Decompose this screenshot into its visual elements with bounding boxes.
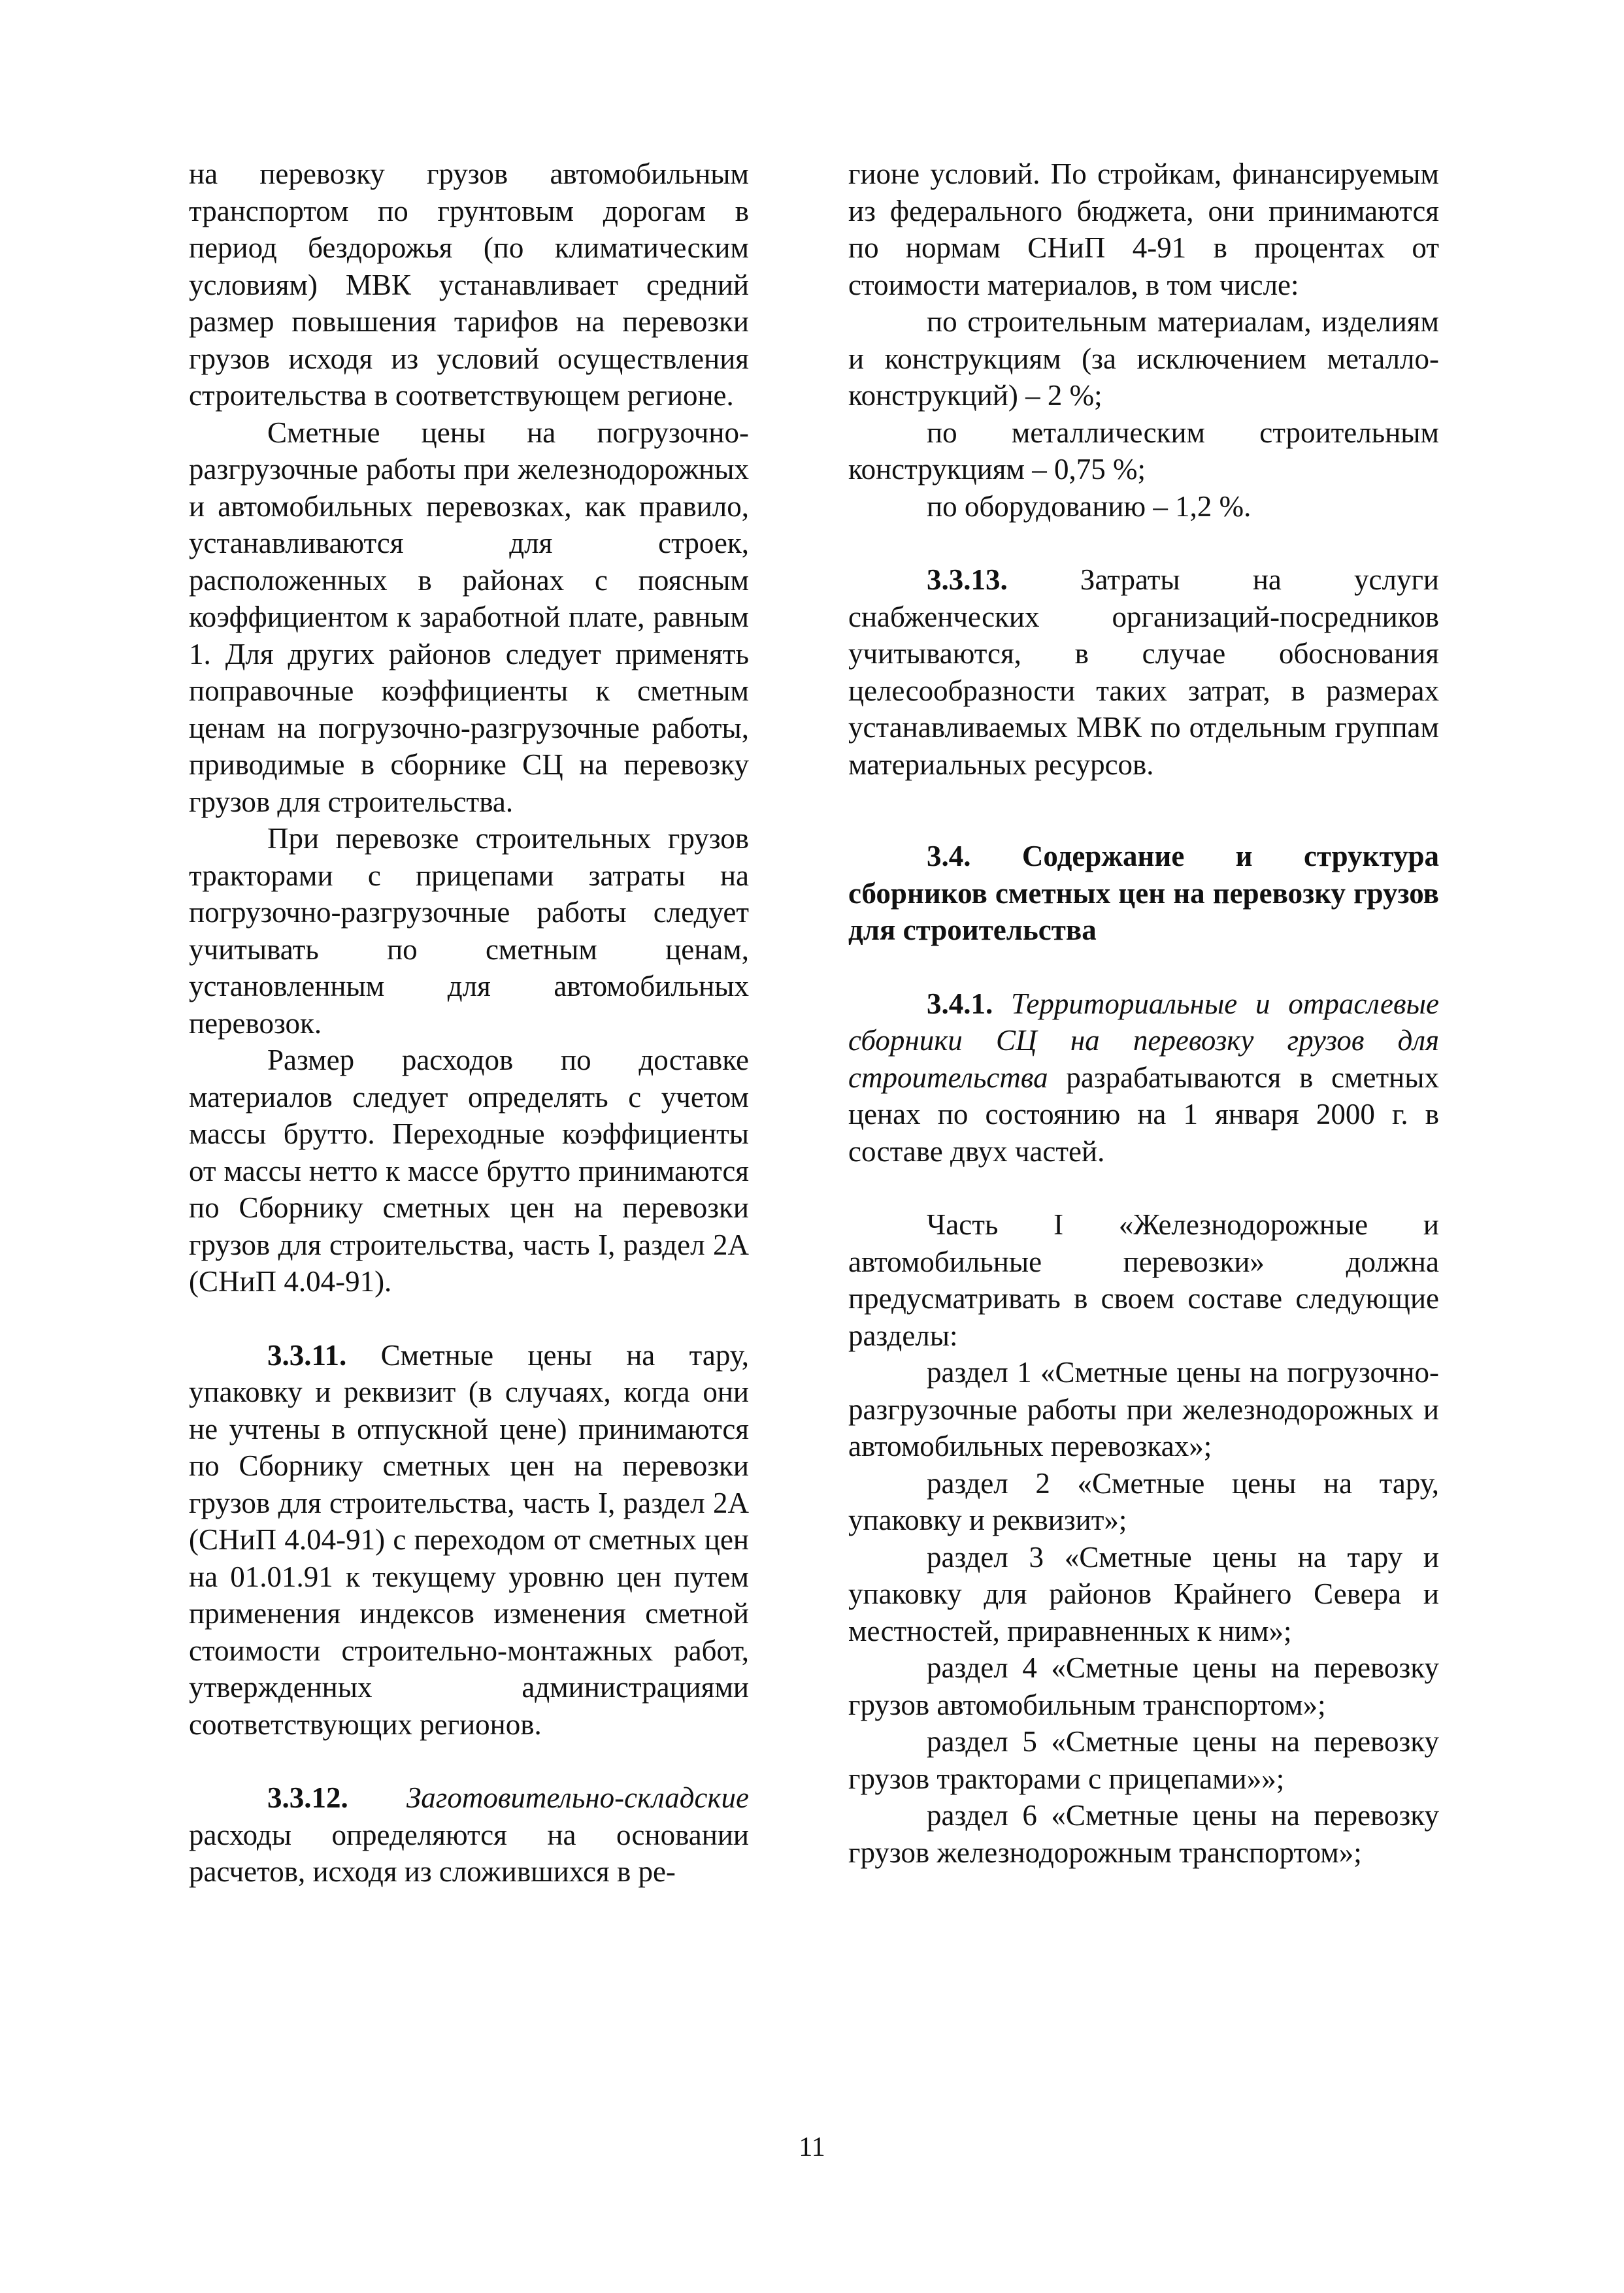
paragraph: Сметные цены на погрузочно-разгрузочные работы при железнодорожных и автомобильных перевозках, как правило, устанавливаются для строек, расположенных в районах с поясным коэффициентом к заработной плате, равным 1. Для других районов следует применять поправочные коэффициенты к сметным ценам на погрузочно-разгрузочные работы, приводимые в сборнике СЦ на перевозку грузов для строительства.: [189, 416, 749, 818]
left-column: [189, 156, 749, 1890]
paragraph-3-3-12: [189, 1779, 749, 1890]
clause-text: расходы определяются на основании расчетов, исходя из сложившихся в ре-: [189, 1818, 749, 1888]
clause-term: Территориальные и отраслевые сборники СЦ на перевозку грузов для строительства: [848, 987, 1439, 1094]
clause-number: 3.3.12.: [267, 1781, 348, 1814]
clause-text: Затраты на услуги снабженческих организаций-посредников учитываются, в случае обоснования целесообразности таких затрат, в размерах устанавливаемых МВК по отдельным группам материальных ресурсов.: [848, 563, 1439, 781]
paragraph: на перевозку грузов автомобильным транспортом по грунтовым дорогам в период бездорожья (по климатическим условиям) МВК устанавливает средний размер повышения тарифов на перевозки грузов исходя из условий осуществления строительства в соответствующем регионе.: [189, 157, 749, 412]
clause-number: 3.3.13.: [927, 563, 1008, 596]
list-item: по оборудованию – 1,2 %.: [927, 489, 1251, 523]
list-item: раздел 1 «Сметные цены на погрузочно-разгрузочные работы при железнодорожных и автомобильных перевозках»;: [848, 1356, 1439, 1462]
list-item: раздел 4 «Сметные цены на перевозку грузов автомобильным транспортом»;: [848, 1651, 1439, 1721]
clause-term: Заготовительно-складские: [348, 1781, 749, 1814]
paragraph: Часть I «Железнодорожные и автомобильные перевозки» должна предусматривать в своем составе следующие разделы:: [848, 1208, 1439, 1352]
clause-text: Сметные цены на тару, упаковку и реквизит (в случаях, когда они не учтены в отпускной цене) принимаются по Сборнику сметных цен на перевозки грузов для строительства, часть I, раздел 2А (СНиП 4.04-91) с переходом от сметных цен на 01.01.91 к текущему уровню цен путем применения индексов изменения сметной стоимости строительно-монтажных работ, утвержденных администрациями соответствующих регионов.: [189, 1338, 749, 1741]
paragraph-3-3-11: [189, 1337, 749, 1743]
clause-text: разрабатываются в сметных ценах по состоянию на 1 января 2000 г. в составе двух частей.: [848, 1061, 1439, 1168]
paragraph-3-4-1: [848, 985, 1439, 1170]
clause-number: 3.3.11.: [267, 1338, 347, 1372]
list-item: раздел 5 «Сметные цены на перевозку грузов тракторами с прицепами»»;: [848, 1725, 1439, 1795]
list-item: по строительным материалам, изделиям и конструкциям (за исключением металло-конструкций) – 2 %;: [848, 305, 1439, 412]
paragraph-3-3-13: [848, 561, 1439, 783]
list-item: по металлическим строительным конструкциям – 0,75 %;: [848, 416, 1439, 486]
clause-number: 3.4.1.: [927, 987, 993, 1020]
list-item: раздел 6 «Сметные цены на перевозку грузов железнодорожным транспортом»;: [848, 1799, 1439, 1869]
right-column: [848, 156, 1439, 1871]
page-number: 11: [799, 2132, 825, 2162]
paragraph: гионе условий. По стройкам, финансируемым из федерального бюджета, они принимаются по нормам СНиП 4-91 в процентах от стоимости материалов, в том числе:: [848, 157, 1439, 301]
list-item: раздел 3 «Сметные цены на тару и упаковку для районов Крайнего Севера и местностей, приравненных к ним»;: [848, 1540, 1439, 1647]
section-heading: 3.4. Содержание и структура сборников сметных цен на перевозку грузов для строительства: [848, 840, 1439, 946]
paragraph: Размер расходов по доставке материалов следует определять с учетом массы брутто. Переходные коэффициенты от массы нетто к массе брутто принимаются по Сборнику сметных цен на перевозки грузов для строительства, часть I, раздел 2А (СНиП 4.04-91).: [189, 1044, 749, 1298]
list-item: раздел 2 «Сметные цены на тару, упаковку и реквизит»;: [848, 1466, 1439, 1536]
paragraph: При перевозке строительных грузов тракторами с прицепами затраты на погрузочно-разгрузочные работы следует учитывать по сметным ценам, установленным для автомобильных перевозок.: [189, 822, 749, 1040]
